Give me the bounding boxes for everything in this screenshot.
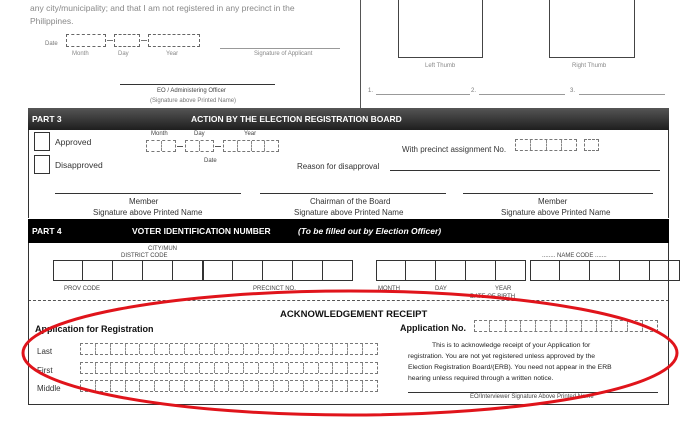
number-3: 3. [570, 88, 576, 94]
ack-line-2: registration. You are not yet registered unless approved by the [408, 353, 596, 360]
last-name-label: Last [37, 347, 53, 356]
date-label: Date [45, 41, 58, 47]
middle-name-label: Middle [37, 384, 61, 393]
part4-title: VOTER IDENTIFICATION NUMBER [132, 226, 271, 236]
number-2: 2. [471, 88, 477, 94]
first-name-label: First [37, 366, 53, 375]
part3-date-label: Date [204, 158, 217, 164]
member1-label: Member [129, 197, 159, 206]
app-for-registration-label: Application for Registration [35, 324, 154, 334]
day-label: Day [118, 51, 129, 57]
part3-year-label: Year [244, 131, 257, 137]
part3-title: ACTION BY THE ELECTION REGISTRATION BOARD [191, 114, 402, 124]
member2-sig-label: Signature above Printed Name [501, 208, 611, 217]
city-mun-label: CITY/MUN [148, 246, 177, 252]
date-of-birth-label: DATE OF BIRTH [470, 294, 516, 300]
part4-label: PART 4 [32, 226, 62, 236]
dob-day-label: DAY [435, 286, 447, 292]
app-no-label: Application No. [400, 323, 466, 333]
eo-signature-label: (Signature above Printed Name) [150, 98, 237, 104]
month-label: Month [72, 51, 89, 57]
chairman-label: Chairman of the Board [310, 197, 391, 206]
precinct-no-label: PRECINCT NO. [253, 286, 296, 292]
dob-month-label: MONTH [378, 286, 400, 292]
district-code-label: DISTRICT CODE [121, 253, 168, 259]
name-code-label: ........ NAME CODE ....... [542, 253, 607, 259]
approved-label: Approved [55, 137, 92, 147]
right-thumb-label: Right Thumb [572, 63, 607, 69]
left-thumb-label: Left Thumb [425, 63, 456, 69]
dob-year-label: YEAR [495, 286, 512, 292]
ack-line-3: Election Registration Board/(ERB). You need not appear in the ERB [408, 364, 612, 371]
oath-line-1: any city/municipality; and that I am not registered in any precinct in the [30, 3, 295, 13]
oath-line-2: Philippines. [30, 16, 74, 26]
disapproved-label: Disapproved [55, 160, 103, 170]
ack-line-1: This is to acknowledge receipt of your Application for [432, 342, 591, 349]
number-1: 1. [368, 88, 374, 94]
year-label: Year [166, 51, 179, 57]
member1-sig-label: Signature above Printed Name [93, 208, 203, 217]
ack-line-4: hearing unless required through a written notice. [408, 375, 554, 382]
interviewer-signature-label: EO/Interviewer Signature Above Printed Name [470, 394, 594, 400]
member2-label: Member [538, 197, 568, 206]
applicant-signature-label: Signature of Applicant [254, 51, 313, 57]
prov-code-label: PROV CODE [64, 286, 101, 292]
chairman-sig-label: Signature above Printed Name [294, 208, 404, 217]
eo-officer-label: EO / Administering Officer [157, 88, 226, 94]
part3-label: PART 3 [32, 114, 62, 124]
reason-disapproval-label: Reason for disapproval [297, 162, 380, 171]
precinct-assignment-label: With precinct assignment No. [402, 145, 507, 154]
part4-title-note: (To be filled out by Election Officer) [298, 226, 442, 236]
part3-day-label: Day [194, 131, 205, 137]
receipt-title: ACKNOWLEDGEMENT RECEIPT [280, 309, 428, 320]
part3-month-label: Month [151, 131, 168, 137]
